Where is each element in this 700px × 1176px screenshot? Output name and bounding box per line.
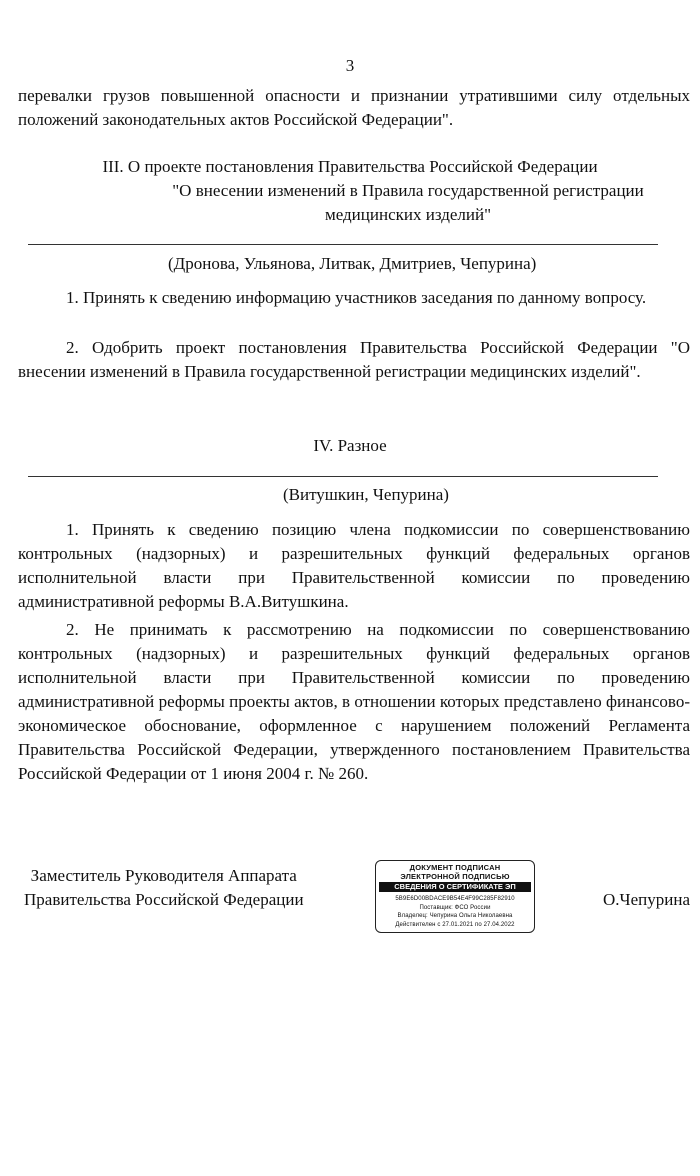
section3-item-2: 2. Одобрить проект постановления Правительства Российской Федерации "О внесении изменений в Правила государственной регистрации медицинских изделий".: [18, 338, 690, 381]
section4-item-2: 2. Не принимать к рассмотрению на подкомиссии по совершенствованию контрольных (надзорных) и разрешительных функций федеральных органов исполнительной власти при Правительственной комиссии по проведению административной реформы проекты актов, в отношении которых представлено финансово-экономическое обоснование, оформленное с нарушением положений Регламента Правительства Российской Федерации, утвержденного постановлением Правительства Российской Федерации от 1 июня 2004 г. № 260.: [18, 620, 690, 783]
stamp-owner: Владелец: Чепурина Ольга Николаевна: [397, 913, 513, 919]
section4-title: IV. Разное: [313, 436, 387, 455]
section3-attendees: (Дронова, Ульянова, Литвак, Дмитриев, Чепурина): [168, 254, 537, 273]
electronic-signature-stamp: [375, 860, 535, 933]
section4-rule: [28, 476, 658, 477]
signatory-name: О.Чепурина: [603, 890, 690, 909]
stamp-validity: Действителен с 27.01.2021 по 27.04.2022: [395, 921, 515, 928]
stamp-cert-number: 5B9E6D00BDACE9B54E4F99C285F82910: [395, 896, 515, 902]
section3-title-line1: III. О проекте постановления Правительства Российской Федерации: [102, 157, 598, 176]
intro-continuation: перевалки грузов повышенной опасности и признании утратившими силу отдельных положений законодательных актов Российской Федерации".: [18, 86, 690, 129]
section4-item-1: 1. Принять к сведению позицию члена подкомиссии по совершенствованию контрольных (надзорных) и разрешительных функций федеральных органов исполнительной власти при Правительственной комиссии по проведению административной реформы В.А.Витушкина.: [18, 520, 690, 611]
section3-title-line2: "О внесении изменений в Правила государственной регистрации: [172, 181, 644, 200]
stamp-line2: ЭЛЕКТРОННОЙ ПОДПИСЬЮ: [400, 872, 510, 881]
signature-position-line2: Правительства Российской Федерации: [24, 890, 304, 909]
signature-position-line1: Заместитель Руководителя Аппарата: [30, 866, 297, 885]
section3-title-line3: медицинских изделий": [324, 205, 492, 224]
section4-attendees: (Витушкин, Чепурина): [283, 485, 449, 504]
section3-rule: [28, 244, 658, 245]
page-number: 3: [345, 56, 355, 75]
stamp-supplier: Поставщик: ФСО России: [419, 904, 491, 911]
stamp-cert-bar: СВЕДЕНИЯ О СЕРТИФИКАТЕ ЭП: [379, 882, 531, 892]
stamp-line1: ДОКУМЕНТ ПОДПИСАН: [409, 863, 501, 872]
signature-position: [24, 864, 304, 912]
section3-item-1: 1. Принять к сведению информацию участников заседания по данному вопросу.: [66, 288, 647, 307]
